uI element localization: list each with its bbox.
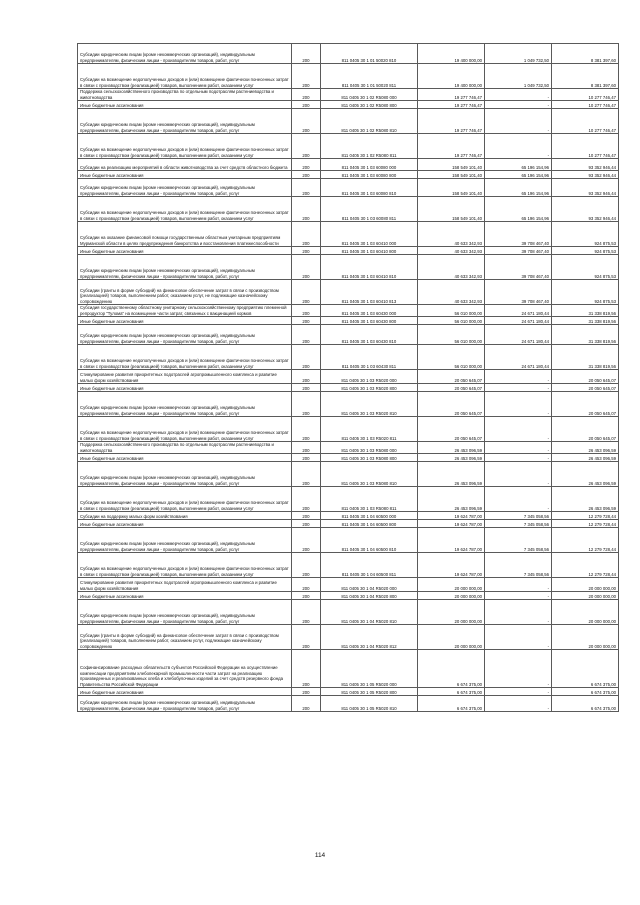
row-classification-cell: 811 0405 30 1 04 60500 811 [321,553,418,578]
row-executed-cell: 24 671 180,44 [485,325,552,345]
row-remaining-cell: 12 279 728,44 [552,553,619,578]
row-name-cell: Иные бюджетные ассигнования [78,101,292,109]
row-remaining-cell: 20 000 000,00 [552,600,619,625]
row-classification-cell: 811 0405 30 1 05 R5020 000 [321,650,418,688]
table-row [78,317,619,325]
table-row [78,179,619,197]
table-row [78,247,619,255]
row-code-cell: 200 [292,247,321,255]
row-remaining-cell: 20 000 000,00 [552,592,619,600]
row-executed-cell: 7 345 058,56 [485,520,552,528]
row-remaining-cell: 12 279 728,44 [552,512,619,520]
row-approved-cell: 19 277 746,47 [418,101,485,109]
row-approved-cell: 40 633 342,93 [418,222,485,247]
row-code-cell: 200 [292,171,321,179]
row-code-cell: 200 [292,345,321,370]
row-name-cell: Иные бюджетные ассигнования [78,688,292,696]
row-name-cell: Иные бюджетные ассигнования [78,384,292,392]
row-remaining-cell: 26 453 096,59 [552,462,619,487]
row-remaining-cell: 26 453 096,59 [552,487,619,512]
row-approved-cell: 19 624 787,00 [418,528,485,553]
row-classification-cell: 811 0405 30 1 01 50020 811 [321,64,418,89]
row-executed-cell: 39 708 467,40 [485,222,552,247]
row-classification-cell: 811 0405 30 1 03 R5020 800 [321,384,418,392]
row-code-cell: 200 [292,417,321,442]
row-approved-cell: 19 277 746,47 [418,109,485,134]
table-row [78,625,619,650]
row-executed-cell: - [485,688,552,696]
row-executed-cell: 65 196 154,96 [485,171,552,179]
row-remaining-cell: 31 338 819,56 [552,317,619,325]
row-remaining-cell: 10 277 746,47 [552,89,619,101]
row-code-cell: 200 [292,384,321,392]
row-name-cell: Иные бюджетные ассигнования [78,592,292,600]
row-approved-cell: 158 549 101,40 [418,159,485,171]
row-approved-cell: 20 050 645,07 [418,384,485,392]
table-row [78,171,619,179]
row-executed-cell: - [485,384,552,392]
row-classification-cell: 811 0405 30 1 03 60410 810 [321,255,418,280]
row-classification-cell: 811 0405 30 1 03 60080 810 [321,179,418,197]
table-row [78,370,619,384]
row-code-cell: 200 [292,89,321,101]
table-row [78,578,619,592]
table-row [78,462,619,487]
row-executed-cell: - [485,417,552,442]
row-approved-cell: 19 400 000,00 [418,44,485,64]
row-executed-cell: - [485,696,552,712]
row-code-cell: 200 [292,442,321,454]
row-name-cell: Субсидии юридическим лицам (кроме некоммерческих организаций), индивидуальным предпринимателям, физическим лицам - производителям товаров, работ, услуг [78,109,292,134]
table-row [78,222,619,247]
row-classification-cell: 811 0405 30 1 04 R5020 812 [321,625,418,650]
row-executed-cell: - [485,462,552,487]
row-remaining-cell: 26 453 096,59 [552,442,619,454]
table-row [78,384,619,392]
row-code-cell: 200 [292,650,321,688]
row-name-cell: Субсидии на возмещение недополученных доходов и (или) возмещение фактически понесенных затрат в связи с производством (реализацией) товаров, выполнением работ, оказанием услуг [78,345,292,370]
row-code-cell: 200 [292,370,321,384]
row-executed-cell: 24 671 180,44 [485,345,552,370]
row-remaining-cell: 20 000 000,00 [552,578,619,592]
row-classification-cell: 811 0405 30 1 03 60430 000 [321,305,418,317]
row-approved-cell: 20 000 000,00 [418,600,485,625]
row-name-cell: Субсидии юридическим лицам (кроме некоммерческих организаций), индивидуальным предпринимателям, физическим лицам - производителям товаров, работ, услуг [78,696,292,712]
table-row [78,89,619,101]
row-code-cell: 200 [292,600,321,625]
row-classification-cell: 811 0405 30 1 03 R5080 800 [321,454,418,462]
row-approved-cell: 20 000 000,00 [418,592,485,600]
row-classification-cell: 811 0405 30 1 03 60410 000 [321,222,418,247]
row-executed-cell: 7 345 058,56 [485,528,552,553]
row-executed-cell: 1 049 732,50 [485,64,552,89]
row-classification-cell: 811 0405 30 1 04 R5020 000 [321,578,418,592]
row-remaining-cell: 93 352 946,44 [552,159,619,171]
row-remaining-cell: 26 453 096,59 [552,454,619,462]
row-approved-cell: 158 549 101,40 [418,179,485,197]
table-row [78,553,619,578]
row-classification-cell: 811 0405 30 1 03 R5080 810 [321,462,418,487]
row-name-cell: Субсидии юридическим лицам (кроме некоммерческих организаций), индивидуальным предпринимателям, физическим лицам - производителям товаров, работ, услуг [78,179,292,197]
row-approved-cell: 26 453 096,59 [418,487,485,512]
row-remaining-cell: 93 352 946,44 [552,179,619,197]
row-code-cell: 200 [292,109,321,134]
row-code-cell: 200 [292,325,321,345]
row-code-cell: 200 [292,578,321,592]
table-row [78,650,619,688]
row-classification-cell: 811 0405 30 1 03 60080 800 [321,171,418,179]
row-name-cell: Субсидии на возмещение недополученных доходов и (или) возмещение фактически понесенных затрат в связи с производством (реализацией) товаров, выполнением работ, оказанием услуг [78,553,292,578]
row-code-cell: 200 [292,553,321,578]
row-name-cell: Субсидии на поддержку малых форм хозяйствования [78,512,292,520]
row-remaining-cell: 924 875,53 [552,280,619,305]
row-approved-cell: 19 624 787,00 [418,553,485,578]
row-executed-cell: 39 708 467,40 [485,247,552,255]
row-approved-cell: 26 453 096,59 [418,442,485,454]
row-remaining-cell: 93 352 946,44 [552,171,619,179]
row-name-cell: Субсидии (гранты в форме субсидий) на финансовое обеспечение затрат в связи с производством (реализацией) товаров, выполнением работ, оказанием услуг, подлежащие казначейскому сопровождению [78,625,292,650]
row-executed-cell: - [485,392,552,417]
table-row [78,520,619,528]
row-approved-cell: 40 633 342,93 [418,280,485,305]
row-approved-cell: 19 277 746,47 [418,134,485,159]
row-code-cell: 200 [292,528,321,553]
row-approved-cell: 56 010 000,00 [418,325,485,345]
table-row [78,325,619,345]
row-classification-cell: 811 0405 30 1 03 60410 813 [321,280,418,305]
row-classification-cell: 811 0405 30 1 01 50020 810 [321,44,418,64]
table-row [78,528,619,553]
row-code-cell: 200 [292,64,321,89]
row-classification-cell: 811 0405 30 1 05 R5020 800 [321,688,418,696]
row-name-cell: Стимулирование развития приоритетных подотраслей агропромышленного комплекса и развитие малых форм хозяйствования [78,370,292,384]
table-row [78,417,619,442]
row-name-cell: Субсидии на реализацию мероприятий в области животноводства за счет средств областного бюджета [78,159,292,171]
row-executed-cell: 1 049 732,50 [485,44,552,64]
row-approved-cell: 20 000 000,00 [418,578,485,592]
table-row [78,255,619,280]
row-name-cell: Субсидии на возмещение недополученных доходов и (или) возмещение фактически понесенных затрат в связи с производством (реализацией) товаров, выполнением работ, оказанием услуг [78,487,292,512]
row-classification-cell: 811 0405 30 1 04 60500 810 [321,528,418,553]
table-row [78,392,619,417]
row-approved-cell: 20 050 645,07 [418,370,485,384]
row-name-cell: Иные бюджетные ассигнования [78,454,292,462]
row-remaining-cell: 31 338 819,56 [552,325,619,345]
row-classification-cell: 811 0405 30 1 02 R5080 811 [321,134,418,159]
row-approved-cell: 19 624 787,00 [418,520,485,528]
row-classification-cell: 811 0405 30 1 04 60500 000 [321,512,418,520]
row-approved-cell: 158 549 101,40 [418,197,485,222]
row-classification-cell: 811 0405 30 1 03 R5080 000 [321,442,418,454]
row-code-cell: 200 [292,696,321,712]
row-executed-cell: 39 708 467,40 [485,255,552,280]
row-name-cell: Стимулирование развития приоритетных подотраслей агропромышленного комплекса и развитие малых форм хозяйствования [78,578,292,592]
row-executed-cell: 65 196 154,96 [485,197,552,222]
row-executed-cell: - [485,134,552,159]
row-classification-cell: 811 0405 30 1 03 60430 810 [321,325,418,345]
row-executed-cell: - [485,487,552,512]
row-executed-cell: 7 345 058,56 [485,553,552,578]
row-name-cell: Софинансирование расходных обязательств субъектов Российской Федерации на осуществление компенсации предприятиям хлебопекарной промышленности части затрат на реализацию произведенных и реализованных хлеба и хлебобулочных изделий за счет средств резервного фонда Правительства Российской Федерации [78,650,292,688]
table-row [78,134,619,159]
row-approved-cell: 56 010 000,00 [418,305,485,317]
row-name-cell: Иные бюджетные ассигнования [78,171,292,179]
row-code-cell: 200 [292,159,321,171]
row-approved-cell: 20 000 000,00 [418,625,485,650]
table-row [78,696,619,712]
table-row [78,44,619,64]
row-code-cell: 200 [292,305,321,317]
row-code-cell: 200 [292,197,321,222]
row-classification-cell: 811 0405 30 1 04 60500 800 [321,520,418,528]
row-name-cell: Иные бюджетные ассигнования [78,317,292,325]
row-classification-cell: 811 0405 30 1 04 R5020 810 [321,600,418,625]
row-executed-cell: 7 345 058,56 [485,512,552,520]
row-remaining-cell: 31 338 819,56 [552,345,619,370]
row-approved-cell: 20 050 645,07 [418,417,485,442]
table-row [78,305,619,317]
row-approved-cell: 19 277 746,47 [418,89,485,101]
row-executed-cell: - [485,600,552,625]
row-classification-cell: 811 0405 30 1 03 R5080 811 [321,487,418,512]
row-executed-cell: - [485,625,552,650]
row-code-cell: 200 [292,487,321,512]
row-code-cell: 200 [292,688,321,696]
row-name-cell: Субсидии юридическим лицам (кроме некоммерческих организаций), индивидуальным предпринимателям, физическим лицам - производителям товаров, работ, услуг [78,528,292,553]
row-approved-cell: 40 633 342,93 [418,247,485,255]
table-row [78,454,619,462]
row-name-cell: Субсидии юридическим лицам (кроме некоммерческих организаций), индивидуальным предпринимателям, физическим лицам - производителям товаров, работ, услуг [78,325,292,345]
row-code-cell: 200 [292,592,321,600]
row-code-cell: 200 [292,392,321,417]
row-executed-cell: 65 196 154,96 [485,159,552,171]
table-row [78,101,619,109]
row-name-cell: Субсидии на оказание финансовой помощи государственным областным унитарным предприятиям Мурманской области в целях предупреждения банкротства и восстановления платежеспособности [78,222,292,247]
table-row [78,688,619,696]
row-approved-cell: 20 050 645,07 [418,392,485,417]
row-executed-cell: - [485,442,552,454]
row-code-cell: 200 [292,454,321,462]
row-executed-cell: 39 708 467,40 [485,280,552,305]
row-remaining-cell: 6 674 375,00 [552,688,619,696]
row-approved-cell: 26 453 096,59 [418,454,485,462]
row-name-cell: Иные бюджетные ассигнования [78,247,292,255]
row-code-cell: 200 [292,625,321,650]
row-name-cell: Субсидии юридическим лицам (кроме некоммерческих организаций), индивидуальным предпринимателям, физическим лицам - производителям товаров, работ, услуг [78,44,292,64]
row-executed-cell: 65 196 154,96 [485,179,552,197]
page-number: 114 [314,852,326,859]
row-executed-cell: - [485,592,552,600]
row-executed-cell: - [485,578,552,592]
table-row [78,600,619,625]
row-executed-cell: - [485,109,552,134]
table-row [78,442,619,454]
row-remaining-cell: 924 875,53 [552,222,619,247]
row-classification-cell: 811 0405 30 1 03 60410 800 [321,247,418,255]
row-executed-cell: - [485,89,552,101]
row-approved-cell: 6 674 375,00 [418,650,485,688]
table-row [78,109,619,134]
row-name-cell: Субсидии юридическим лицам (кроме некоммерческих организаций), индивидуальным предпринимателям, физическим лицам - производителям товаров, работ, услуг [78,255,292,280]
table-row [78,512,619,520]
table-row [78,487,619,512]
row-code-cell: 200 [292,179,321,197]
row-code-cell: 200 [292,101,321,109]
row-remaining-cell: 31 338 819,56 [552,305,619,317]
row-code-cell: 200 [292,512,321,520]
row-code-cell: 200 [292,222,321,247]
row-executed-cell: 24 671 180,44 [485,305,552,317]
row-remaining-cell: 924 875,53 [552,255,619,280]
row-remaining-cell: 20 050 645,07 [552,370,619,384]
row-code-cell: 200 [292,134,321,159]
row-remaining-cell: 6 674 375,00 [552,696,619,712]
row-approved-cell: 158 549 101,40 [418,171,485,179]
row-approved-cell: 56 010 000,00 [418,317,485,325]
row-remaining-cell: 924 875,53 [552,247,619,255]
row-remaining-cell: 10 277 746,47 [552,101,619,109]
row-classification-cell: 811 0405 30 1 03 R5020 000 [321,370,418,384]
row-approved-cell: 6 674 375,00 [418,688,485,696]
row-approved-cell: 19 400 000,00 [418,64,485,89]
row-remaining-cell: 12 279 728,44 [552,520,619,528]
row-executed-cell: - [485,650,552,688]
row-executed-cell: 24 671 180,44 [485,317,552,325]
row-classification-cell: 811 0405 30 1 03 R5020 810 [321,392,418,417]
table-row [78,592,619,600]
row-code-cell: 200 [292,280,321,305]
table-row [78,345,619,370]
row-executed-cell: - [485,101,552,109]
row-name-cell: Субсидии на возмещение недополученных доходов и (или) возмещение фактически понесенных затрат в связи с производством (реализацией) товаров, выполнением работ, оказанием услуг [78,64,292,89]
row-name-cell: Субсидии юридическим лицам (кроме некоммерческих организаций), индивидуальным предпринимателям, физическим лицам - производителям товаров, работ, услуг [78,392,292,417]
row-name-cell: Субсидии юридическим лицам (кроме некоммерческих организаций), индивидуальным предпринимателям, физическим лицам - производителям товаров, работ, услуг [78,462,292,487]
row-remaining-cell: 8 381 397,60 [552,64,619,89]
row-name-cell: Субсидии (гранты в форме субсидий) на финансовое обеспечение затрат в связи с производством (реализацией) товаров, выполнением работ, оказанием услуг, не подлежащие казначейскому сопровождению [78,280,292,305]
row-remaining-cell: 20 000 000,00 [552,625,619,650]
row-classification-cell: 811 0405 30 1 02 R5080 000 [321,89,418,101]
row-code-cell: 200 [292,462,321,487]
row-approved-cell: 56 010 000,00 [418,345,485,370]
row-remaining-cell: 6 674 375,00 [552,650,619,688]
row-remaining-cell: 20 050 645,07 [552,384,619,392]
row-approved-cell: 19 624 787,00 [418,512,485,520]
table-row [78,64,619,89]
row-classification-cell: 811 0405 30 1 02 R5080 800 [321,101,418,109]
row-name-cell: Поддержка сельскохозяйственного производства по отдельным подотраслям растениеводства и животноводства [78,442,292,454]
row-code-cell: 200 [292,255,321,280]
row-remaining-cell: 20 050 645,07 [552,392,619,417]
row-remaining-cell: 10 277 746,47 [552,134,619,159]
row-classification-cell: 811 0405 30 1 04 R5020 800 [321,592,418,600]
row-approved-cell: 6 674 375,00 [418,696,485,712]
row-remaining-cell: 10 277 746,47 [552,109,619,134]
row-classification-cell: 811 0405 30 1 03 60080 000 [321,159,418,171]
table-row [78,280,619,305]
row-name-cell: Субсидии на возмещение недополученных доходов и (или) возмещение фактически понесенных затрат в связи с производством (реализацией) товаров, выполнением работ, оказанием услуг [78,134,292,159]
row-code-cell: 200 [292,317,321,325]
row-name-cell: Иные бюджетные ассигнования [78,520,292,528]
row-classification-cell: 811 0405 30 1 03 60430 800 [321,317,418,325]
row-approved-cell: 26 453 096,59 [418,462,485,487]
table-row [78,159,619,171]
row-classification-cell: 811 0405 30 1 03 60080 811 [321,197,418,222]
table-body [78,44,619,712]
row-name-cell: Субсидия государственному областному унитарному сельскохозяйственному предприятию племенной репродуктор "Тулома" на возмещение части затрат, связанных с вакцинацией кормов [78,305,292,317]
row-executed-cell: - [485,370,552,384]
row-code-cell: 200 [292,44,321,64]
row-name-cell: Поддержка сельскохозяйственного производства по отдельным подотраслям растениеводства и животноводства [78,89,292,101]
row-remaining-cell: 93 352 946,44 [552,197,619,222]
row-remaining-cell: 20 050 645,07 [552,417,619,442]
row-classification-cell: 811 0405 30 1 03 60430 811 [321,345,418,370]
budget-execution-table [77,43,619,712]
table-row [78,197,619,222]
row-name-cell: Субсидии на возмещение недополученных доходов и (или) возмещение фактически понесенных затрат в связи с производством (реализацией) товаров, выполнением работ, оказанием услуг [78,417,292,442]
row-approved-cell: 40 633 342,93 [418,255,485,280]
row-remaining-cell: 12 279 728,44 [552,528,619,553]
row-classification-cell: 811 0405 30 1 03 R5020 811 [321,417,418,442]
row-code-cell: 200 [292,520,321,528]
row-executed-cell: - [485,454,552,462]
row-name-cell: Субсидии на возмещение недополученных доходов и (или) возмещение фактически понесенных затрат в связи с производством (реализацией) товаров, выполнением работ, оказанием услуг [78,197,292,222]
row-name-cell: Субсидии юридическим лицам (кроме некоммерческих организаций), индивидуальным предпринимателям, физическим лицам - производителям товаров, работ, услуг [78,600,292,625]
row-classification-cell: 811 0405 30 1 02 R5080 810 [321,109,418,134]
row-classification-cell: 811 0405 30 1 05 R5020 810 [321,696,418,712]
row-remaining-cell: 8 381 397,60 [552,44,619,64]
